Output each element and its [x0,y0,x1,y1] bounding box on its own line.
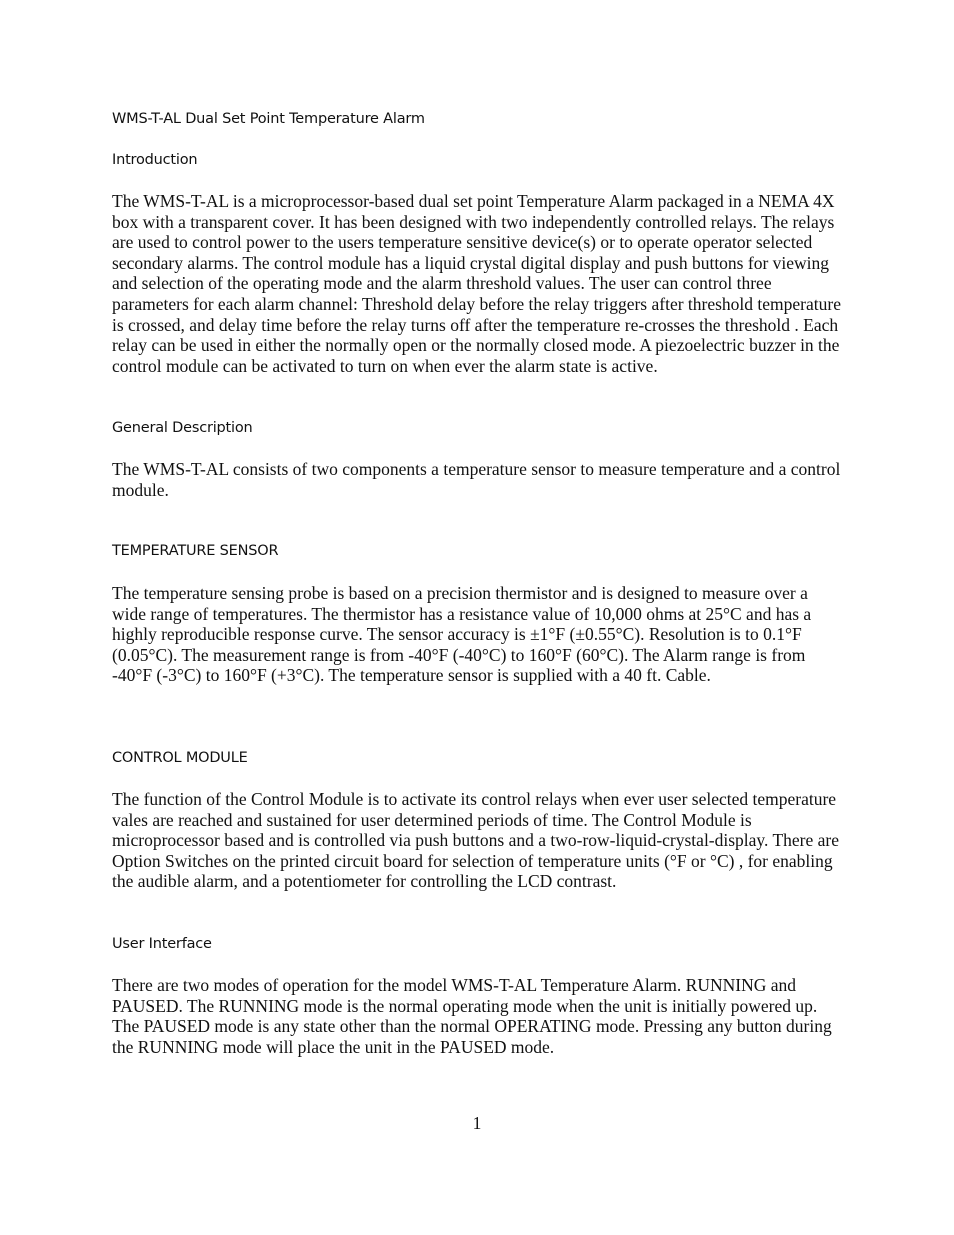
general-description-paragraph: The WMS-T-AL consists of two components a temperature sensor to measure temperature and a control module. [112,459,841,500]
control-module-paragraph: The function of the Control Module is to activate its control relays when ever user selected temperature vales are reached and sustained for user determined periods of time. The Control Module is microprocessor based and is controlled via push buttons and a two-row-liquid-crystal-display. There are Option Switches on the printed circuit board for selection of temperature units (°F or °C) , for enabling the audible alarm, and a potentiometer for controlling the LCD contrast. [112,789,840,892]
page-number: 1 [472,1113,482,1133]
user-interface-heading: User Interface [112,936,212,952]
document-title: WMS-T-AL Dual Set Point Temperature Alarm [112,111,425,127]
temperature-sensor-paragraph: The temperature sensing probe is based on a precision thermistor and is designed to measure over a wide range of temperatures. The thermistor has a resistance value of 10,000 ohms at 25°C and has a highly reproducible response curve. The sensor accuracy is ±1°F (±0.55°C). Resolution is to 0.1°F (0.05°C). The measurement range is from -40°F (-40°C) to 160°F (60°C). The Alarm range is from -40°F (-3°C) to 160°F (+3°C). The temperature sensor is supplied with a 40 ft. Cable. [112,583,812,686]
temperature-sensor-heading: TEMPERATURE SENSOR [112,543,279,559]
general-description-heading: General Description [112,420,253,436]
introduction-heading: Introduction [112,152,198,168]
control-module-heading: CONTROL MODULE [112,750,248,766]
user-interface-paragraph: There are two modes of operation for the model WMS-T-AL Temperature Alarm. RUNNING and PAUSED. The RUNNING mode is the normal operating mode when the unit is initially powered up. The PAUSED mode is any state other than the normal OPERATING mode. Pressing any button during the RUNNING mode will place the unit in the PAUSED mode. [112,975,832,1057]
introduction-paragraph: The WMS-T-AL is a microprocessor-based dual set point Temperature Alarm packaged in a NEMA 4X box with a transparent cover. It has been designed with two independently controlled relays. The relays are used to control power to the users temperature sensitive device(s) or to operate operator selected secondary alarms. The control module has a liquid crystal digital display and push buttons for viewing and selection of the operating mode and the alarm threshold values. The user can control three parameters for each alarm channel: Threshold delay before the relay triggers after threshold temperature is crossed, and delay time before the relay turns off after the temperature re-crosses the threshold . Each relay can be used in either the normally open or the normally closed mode. A piezoelectric buzzer in the control module can be activated to turn on when ever the alarm state is active. [112,191,841,376]
